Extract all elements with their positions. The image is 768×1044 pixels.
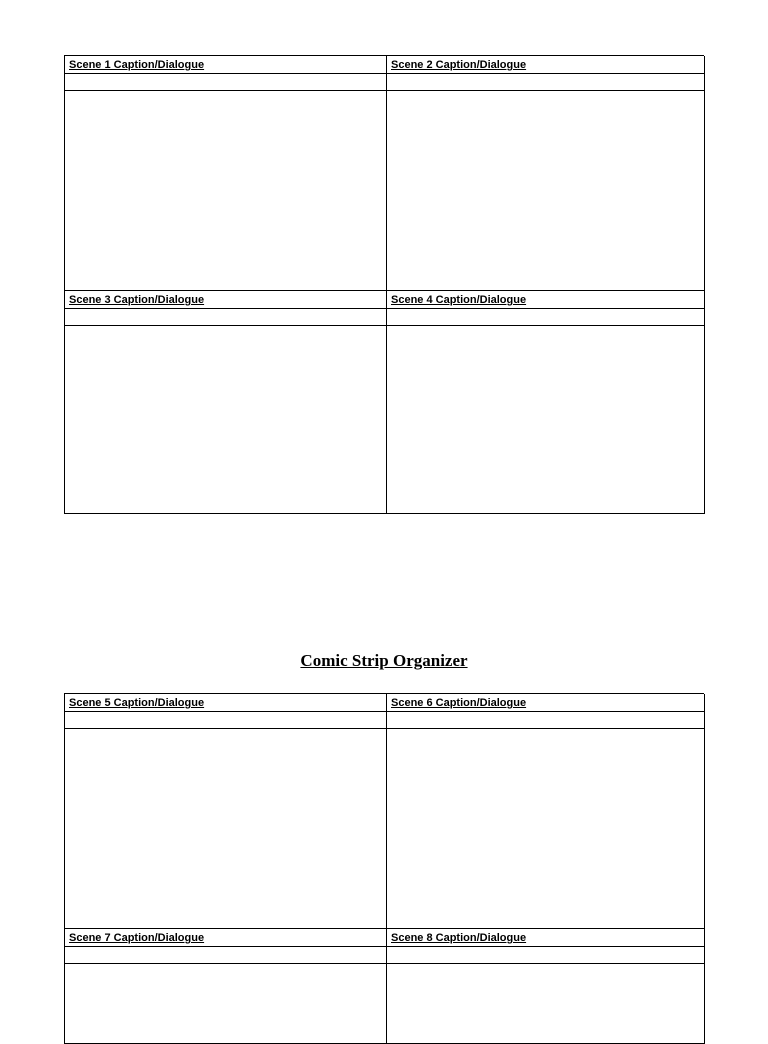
page-title: Comic Strip Organizer	[300, 651, 468, 670]
organizer-table-top	[64, 55, 704, 514]
scene-3-caption-field[interactable]	[65, 309, 387, 326]
scene-4-drawing-panel[interactable]	[387, 326, 705, 514]
scene-4-label: Scene 4 Caption/Dialogue	[387, 291, 705, 309]
scene-7-drawing-panel[interactable]	[65, 964, 387, 1044]
scene-1-caption-field[interactable]	[65, 74, 387, 91]
scene-1-label: Scene 1 Caption/Dialogue	[65, 56, 387, 74]
scene-2-caption-field[interactable]	[387, 74, 705, 91]
scene-6-caption-field[interactable]	[387, 712, 705, 729]
scene-2-drawing-panel[interactable]	[387, 91, 705, 291]
scene-5-drawing-panel[interactable]	[65, 729, 387, 929]
scene-7-caption-field[interactable]	[65, 947, 387, 964]
scene-4-caption-field[interactable]	[387, 309, 705, 326]
scene-2-label: Scene 2 Caption/Dialogue	[387, 56, 705, 74]
scene-6-label: Scene 6 Caption/Dialogue	[387, 694, 705, 712]
scene-1-drawing-panel[interactable]	[65, 91, 387, 291]
organizer-table-bottom	[64, 693, 704, 1044]
scene-8-label: Scene 8 Caption/Dialogue	[387, 929, 705, 947]
scene-3-drawing-panel[interactable]	[65, 326, 387, 514]
scene-7-label: Scene 7 Caption/Dialogue	[65, 929, 387, 947]
scene-5-caption-field[interactable]	[65, 712, 387, 729]
scene-8-caption-field[interactable]	[387, 947, 705, 964]
scene-6-drawing-panel[interactable]	[387, 729, 705, 929]
scene-3-label: Scene 3 Caption/Dialogue	[65, 291, 387, 309]
scene-5-label: Scene 5 Caption/Dialogue	[65, 694, 387, 712]
scene-8-drawing-panel[interactable]	[387, 964, 705, 1044]
